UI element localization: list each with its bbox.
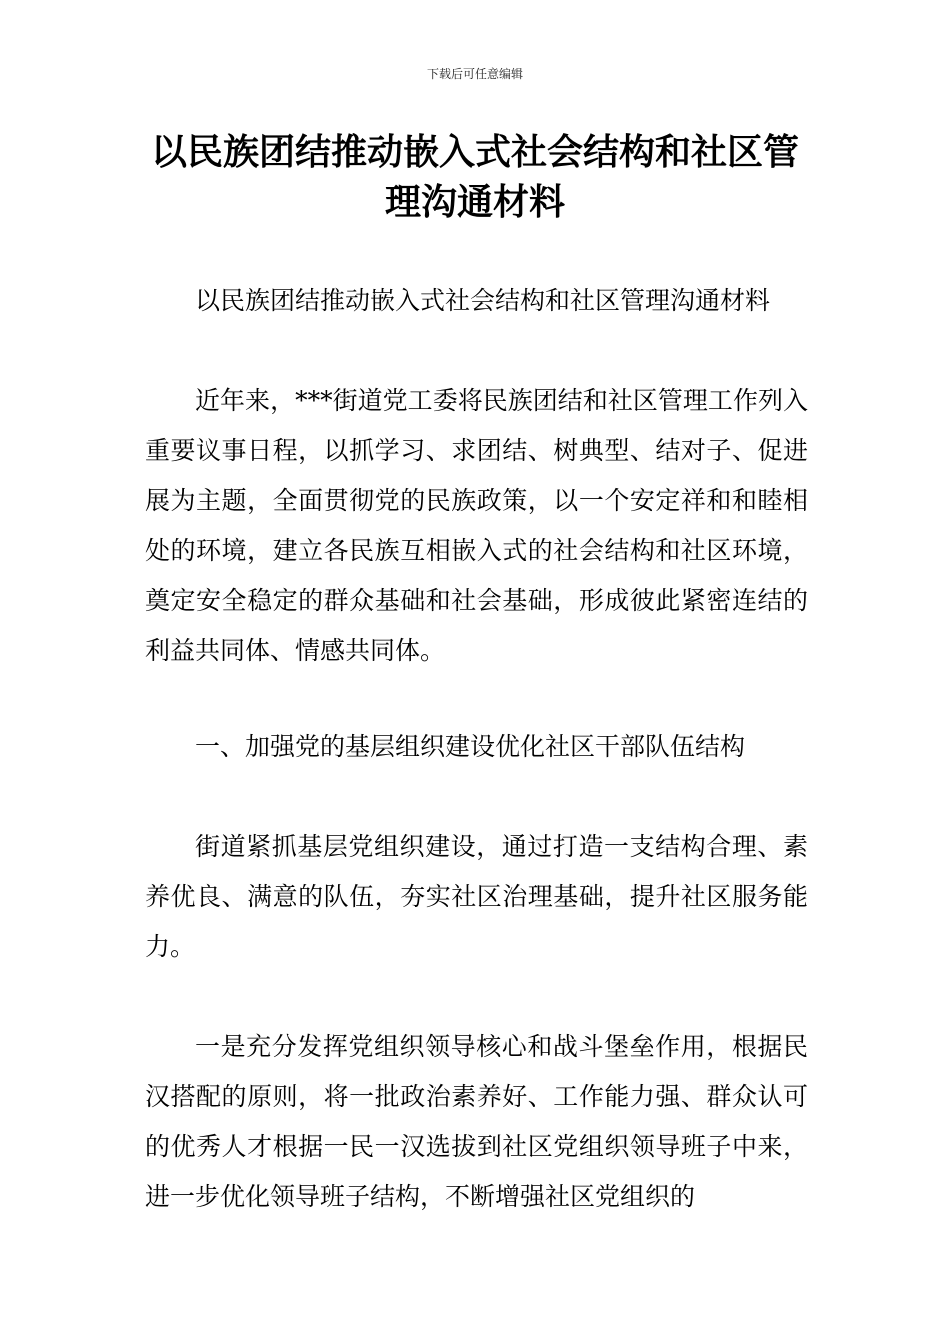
header-note: 下载后可任意编辑 xyxy=(426,67,523,81)
document-subtitle: 以民族团结推动嵌入式社会结构和社区管理沟通材料 xyxy=(195,286,771,315)
document-title: 以民族团结推动嵌入式社会结构和社区管理沟通材料 xyxy=(150,132,799,223)
section-heading-1: 一、加强党的基层组织建设优化社区干部队伍结构 xyxy=(195,732,746,761)
paragraph-point-1: 一是充分发挥党组织领导核心和战斗堡垒作用，根据民汉搭配的原则，将一批政治素养好、工作能力强、群众认可的优秀人才根据一民一汉选拔到社区党组织领导班子中来，进一步优化领导班子结构，不断增强社区党组织的 xyxy=(145,1032,808,1211)
paragraph-intro: 近年来，***街道党工委将民族团结和社区管理工作列入重要议事日程，以抓学习、求团结、树典型、结对子、促进展为主题，全面贯彻党的民族政策，以一个安定祥和和睦相处的环境，建立各民族互相嵌入式的社会结构和社区环境，奠定安全稳定的群众基础和社会基础，形成彼此紧密连结的利益共同体、情感共同体。 xyxy=(145,386,808,665)
paragraph-section-1: 街道紧抓基层党组织建设，通过打造一支结构合理、素养优良、满意的队伍，夯实社区治理基础，提升社区服务能力。 xyxy=(145,832,808,961)
